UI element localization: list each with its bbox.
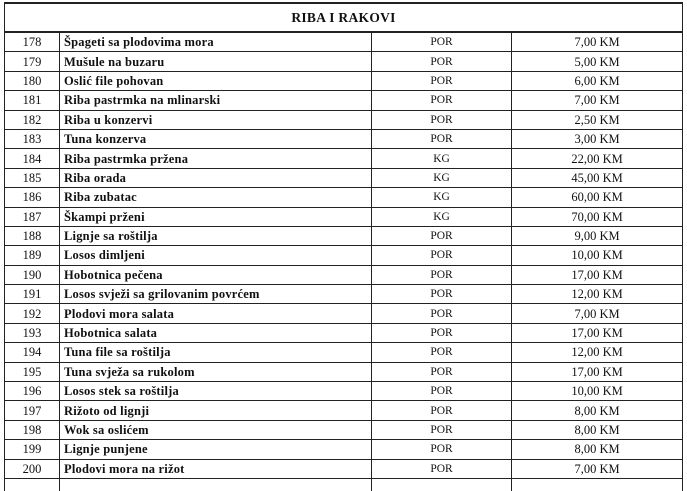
item-unit: POR <box>372 323 512 342</box>
menu-item-row <box>5 207 683 226</box>
item-number: 179 <box>5 52 60 71</box>
item-name: Riba pastrmka na mlinarski <box>60 91 372 110</box>
menu-item-row <box>5 129 683 148</box>
item-unit: POR <box>372 52 512 71</box>
item-number: 196 <box>5 382 60 401</box>
item-unit: POR <box>372 91 512 110</box>
item-price: 45,00 KM <box>512 168 683 187</box>
item-number: 189 <box>5 246 60 265</box>
item-price: 8,00 KM <box>512 401 683 420</box>
item-number: 200 <box>5 459 60 478</box>
item-number: 198 <box>5 420 60 439</box>
menu-item-row <box>5 71 683 90</box>
item-name: Wok sa oslićem <box>60 420 372 439</box>
menu-item-row <box>5 323 683 342</box>
item-name: Plodovi mora na rižot <box>60 459 372 478</box>
item-name: Rižoto od lignji <box>60 401 372 420</box>
item-name: Mušule na buzaru <box>60 52 372 71</box>
item-number: 178 <box>5 32 60 52</box>
menu-item-row <box>5 110 683 129</box>
item-unit: POR <box>372 265 512 284</box>
item-price: 9,00 KM <box>512 226 683 245</box>
item-unit: POR <box>372 110 512 129</box>
menu-item-row <box>5 246 683 265</box>
item-number: 188 <box>5 226 60 245</box>
item-unit: POR <box>372 32 512 52</box>
item-number: 185 <box>5 168 60 187</box>
item-price: 7,00 KM <box>512 91 683 110</box>
item-number: 194 <box>5 343 60 362</box>
menu-item-row <box>5 32 683 52</box>
item-unit: POR <box>372 246 512 265</box>
empty-cell <box>512 478 683 491</box>
item-name: Oslić file pohovan <box>60 71 372 90</box>
item-unit: POR <box>372 343 512 362</box>
item-number: 197 <box>5 401 60 420</box>
item-number: 191 <box>5 285 60 304</box>
item-name: Hobotnica salata <box>60 323 372 342</box>
menu-item-row <box>5 459 683 478</box>
item-price: 7,00 KM <box>512 459 683 478</box>
item-price: 6,00 KM <box>512 71 683 90</box>
item-price: 10,00 KM <box>512 382 683 401</box>
menu-item-row <box>5 52 683 71</box>
section-header-row <box>5 3 683 32</box>
item-price: 8,00 KM <box>512 420 683 439</box>
item-number: 182 <box>5 110 60 129</box>
menu-item-row <box>5 168 683 187</box>
item-unit: POR <box>372 382 512 401</box>
menu-item-row <box>5 440 683 459</box>
item-price: 7,00 KM <box>512 304 683 323</box>
item-number: 184 <box>5 149 60 168</box>
item-number: 180 <box>5 71 60 90</box>
item-price: 17,00 KM <box>512 265 683 284</box>
item-unit: POR <box>372 226 512 245</box>
item-name: Losos svježi sa grilovanim povrćem <box>60 285 372 304</box>
item-name: Tuna konzerva <box>60 129 372 148</box>
item-unit: POR <box>372 420 512 439</box>
item-number: 195 <box>5 362 60 381</box>
item-name: Tuna file sa roštilja <box>60 343 372 362</box>
item-price: 22,00 KM <box>512 149 683 168</box>
item-unit: KG <box>372 149 512 168</box>
item-name: Hobotnica pečena <box>60 265 372 284</box>
menu-item-row <box>5 265 683 284</box>
menu-item-row <box>5 343 683 362</box>
menu-item-row <box>5 149 683 168</box>
menu-item-row <box>5 362 683 381</box>
item-unit: KG <box>372 188 512 207</box>
empty-cell <box>372 478 512 491</box>
table-continuation-row <box>5 478 683 491</box>
item-price: 17,00 KM <box>512 323 683 342</box>
item-number: 190 <box>5 265 60 284</box>
item-name: Losos stek sa roštilja <box>60 382 372 401</box>
item-name: Riba zubatac <box>60 188 372 207</box>
item-name: Tuna svježa sa rukolom <box>60 362 372 381</box>
menu-item-row <box>5 285 683 304</box>
item-price: 5,00 KM <box>512 52 683 71</box>
item-price: 12,00 KM <box>512 285 683 304</box>
item-price: 12,00 KM <box>512 343 683 362</box>
menu-table-body <box>5 3 683 491</box>
item-unit: POR <box>372 285 512 304</box>
item-name: Špageti sa plodovima mora <box>60 32 372 52</box>
item-price: 3,00 KM <box>512 129 683 148</box>
item-unit: POR <box>372 459 512 478</box>
empty-cell <box>5 478 60 491</box>
item-name: Lignje sa roštilja <box>60 226 372 245</box>
empty-cell <box>60 478 372 491</box>
item-number: 192 <box>5 304 60 323</box>
item-name: Riba orada <box>60 168 372 187</box>
menu-document <box>4 2 682 491</box>
item-unit: POR <box>372 129 512 148</box>
item-name: Losos dimljeni <box>60 246 372 265</box>
menu-item-row <box>5 226 683 245</box>
item-name: Plodovi mora salata <box>60 304 372 323</box>
item-number: 193 <box>5 323 60 342</box>
item-name: Riba pastrmka pržena <box>60 149 372 168</box>
item-price: 7,00 KM <box>512 32 683 52</box>
item-unit: POR <box>372 304 512 323</box>
item-unit: POR <box>372 440 512 459</box>
section-title: RIBA I RAKOVI <box>5 3 683 32</box>
item-price: 10,00 KM <box>512 246 683 265</box>
menu-item-row <box>5 420 683 439</box>
item-price: 17,00 KM <box>512 362 683 381</box>
item-number: 199 <box>5 440 60 459</box>
item-price: 70,00 KM <box>512 207 683 226</box>
item-unit: KG <box>372 207 512 226</box>
item-name: Škampi prženi <box>60 207 372 226</box>
item-number: 186 <box>5 188 60 207</box>
item-price: 2,50 KM <box>512 110 683 129</box>
menu-item-row <box>5 382 683 401</box>
item-number: 181 <box>5 91 60 110</box>
item-name: Riba u konzervi <box>60 110 372 129</box>
item-price: 8,00 KM <box>512 440 683 459</box>
item-unit: POR <box>372 401 512 420</box>
item-name: Lignje punjene <box>60 440 372 459</box>
menu-item-row <box>5 91 683 110</box>
item-unit: POR <box>372 71 512 90</box>
menu-table <box>4 2 683 491</box>
item-unit: POR <box>372 362 512 381</box>
menu-item-row <box>5 188 683 207</box>
item-price: 60,00 KM <box>512 188 683 207</box>
item-unit: KG <box>372 168 512 187</box>
menu-item-row <box>5 401 683 420</box>
item-number: 187 <box>5 207 60 226</box>
item-number: 183 <box>5 129 60 148</box>
menu-item-row <box>5 304 683 323</box>
